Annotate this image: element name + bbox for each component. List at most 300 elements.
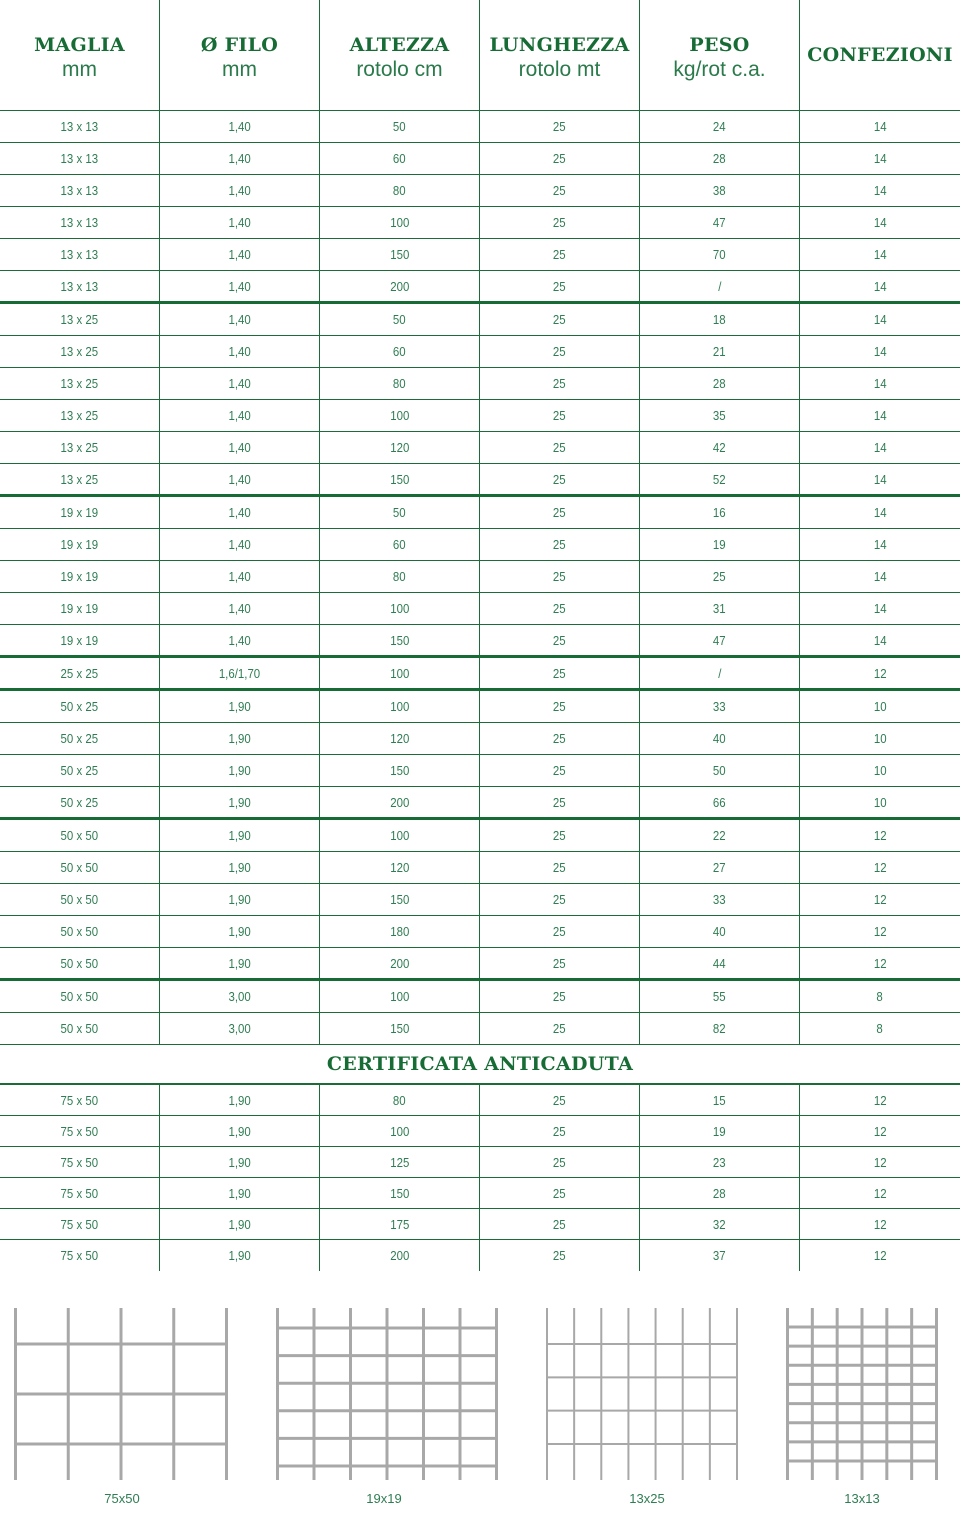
table-cell — [160, 529, 320, 560]
cell-value: 1,90 — [228, 1154, 251, 1170]
header-confezioni — [800, 0, 960, 110]
cell-value: 55 — [713, 989, 726, 1004]
table-row — [0, 464, 960, 497]
table-cell — [480, 884, 640, 915]
table-cell — [160, 948, 320, 978]
table-cell — [0, 1178, 160, 1208]
header-title: ALTEZZA — [349, 34, 450, 56]
table-cell — [0, 143, 160, 174]
cell-value: 25 — [553, 119, 566, 134]
wire-mesh-icon — [546, 1308, 738, 1480]
table-cell — [480, 561, 640, 592]
cell-value: 25 — [553, 731, 566, 746]
cell-value: 1,40 — [228, 312, 251, 327]
cell-value: 12 — [873, 924, 887, 939]
cell-value: 13 x 25 — [60, 440, 99, 455]
cell-value: 1,40 — [228, 408, 251, 423]
cell-value: 33 — [713, 892, 726, 907]
table-cell — [480, 271, 640, 301]
cell-value: 14 — [873, 247, 887, 262]
cell-value: 120 — [389, 860, 410, 875]
cell-value: 1,40 — [228, 569, 251, 584]
cell-value: 25 — [553, 1092, 566, 1108]
cell-value: 13 x 13 — [60, 183, 99, 198]
cell-value: 12 — [873, 1092, 887, 1108]
cell-value: 13 x 25 — [60, 376, 99, 391]
table-row — [0, 336, 960, 368]
header-subtitle: rotolo mt — [518, 58, 601, 81]
table-cell — [320, 1116, 480, 1146]
cell-value: 13 x 25 — [60, 408, 99, 423]
mesh-label: 19x19 — [366, 1491, 402, 1506]
cell-value: 13 x 13 — [60, 278, 99, 294]
table-cell — [160, 593, 320, 624]
cell-value: 1,40 — [228, 601, 251, 616]
table-cell — [640, 464, 800, 494]
table-cell — [800, 1013, 960, 1044]
table-cell — [640, 368, 800, 399]
table-cell — [320, 884, 480, 915]
cell-value: 21 — [713, 344, 726, 359]
cell-value: 23 — [713, 1154, 726, 1170]
table-cell — [160, 464, 320, 494]
cell-value: 25 — [553, 763, 566, 778]
table-cell — [160, 111, 320, 142]
table-row — [0, 852, 960, 884]
cell-value: 25 — [553, 215, 566, 230]
table-cell — [0, 561, 160, 592]
cell-value: 100 — [389, 601, 410, 616]
cell-value: 1,90 — [228, 699, 251, 714]
table-cell — [800, 1147, 960, 1177]
table-cell — [320, 852, 480, 883]
cell-value: 25 — [553, 376, 566, 391]
header-lunghezza — [480, 0, 640, 110]
table-cell — [480, 1013, 640, 1044]
cell-value: 100 — [389, 408, 410, 423]
cell-value: 50 — [713, 763, 726, 778]
cell-value: 50 x 50 — [60, 924, 99, 939]
table-cell — [0, 981, 160, 1012]
cell-value: 50 x 25 — [60, 763, 99, 778]
table-cell — [320, 593, 480, 624]
table-cell — [0, 432, 160, 463]
cell-value: 12 — [873, 1185, 887, 1201]
table-cell — [0, 1013, 160, 1044]
cell-value: 1,90 — [228, 924, 251, 939]
table-cell — [800, 529, 960, 560]
cell-value: 50 x 50 — [60, 1021, 99, 1036]
table-cell — [320, 239, 480, 270]
cell-value: 14 — [873, 312, 887, 327]
table-cell — [640, 1178, 800, 1208]
table-cell — [160, 175, 320, 206]
table-cell — [320, 1178, 480, 1208]
cell-value: 25 — [553, 1185, 566, 1201]
cell-value: 13 x 13 — [60, 151, 99, 166]
mesh-75x50 — [14, 1308, 228, 1480]
cell-value: 14 — [873, 344, 887, 359]
cell-value: 100 — [389, 989, 410, 1004]
wire-mesh-icon — [786, 1308, 938, 1480]
cell-value: 50 x 50 — [60, 892, 99, 907]
table-row — [0, 625, 960, 658]
mesh-13x25 — [546, 1308, 738, 1480]
cell-value: 1,40 — [228, 537, 251, 552]
table-cell — [480, 400, 640, 431]
cell-value: 13 x 25 — [60, 471, 99, 487]
table-cell — [320, 304, 480, 335]
cell-value: 25 — [553, 278, 566, 294]
table-cell — [0, 593, 160, 624]
header-title: CONFEZIONI — [807, 44, 953, 66]
table-cell — [800, 593, 960, 624]
table-cell — [480, 1209, 640, 1239]
table-row — [0, 529, 960, 561]
cell-value: 80 — [393, 376, 406, 391]
cell-value: 1,90 — [228, 731, 251, 746]
table-cell — [0, 400, 160, 431]
table-cell — [0, 916, 160, 947]
table-cell — [640, 304, 800, 335]
header-peso — [640, 0, 800, 110]
table-cell — [0, 1085, 160, 1115]
table-row — [0, 1085, 960, 1116]
cell-value: 14 — [873, 601, 887, 616]
table-cell — [640, 625, 800, 655]
table-cell — [640, 787, 800, 817]
table-row — [0, 593, 960, 625]
table-cell — [0, 497, 160, 528]
cell-value: 25 — [553, 989, 566, 1004]
cell-value: 1,40 — [228, 215, 251, 230]
cell-value: 1,40 — [228, 440, 251, 455]
table-cell — [800, 691, 960, 722]
cell-value: 120 — [389, 440, 410, 455]
table-cell — [0, 1209, 160, 1239]
table-cell — [640, 1240, 800, 1271]
table-cell — [800, 368, 960, 399]
table-cell — [640, 111, 800, 142]
cell-value: 14 — [873, 505, 887, 520]
table-cell — [640, 1209, 800, 1239]
table-cell — [480, 1240, 640, 1271]
table-cell — [320, 1209, 480, 1239]
cell-value: 27 — [713, 860, 726, 875]
cell-value: 60 — [393, 344, 406, 359]
cell-value: 80 — [393, 569, 406, 584]
cell-value: 25 — [553, 828, 566, 843]
table-cell — [160, 143, 320, 174]
table-row — [0, 981, 960, 1013]
table-cell — [0, 1240, 160, 1271]
cell-value: 150 — [389, 247, 410, 262]
cell-value: 25 — [553, 1123, 566, 1139]
cell-value: 3,00 — [228, 989, 251, 1004]
header-title: MAGLIA — [34, 34, 125, 56]
table-cell — [320, 658, 480, 688]
cell-value: 1,40 — [228, 151, 251, 166]
table-cell — [800, 304, 960, 335]
table-cell — [0, 304, 160, 335]
cell-value: 28 — [713, 376, 726, 391]
cell-value: 14 — [873, 215, 887, 230]
cell-value: 25 — [553, 1248, 566, 1263]
table-row — [0, 658, 960, 691]
cell-value: 1,6/1,70 — [218, 665, 261, 681]
table-cell — [480, 497, 640, 528]
mesh-label: 13x13 — [844, 1491, 880, 1506]
table-cell — [800, 336, 960, 367]
table-cell — [800, 820, 960, 851]
cell-value: 19 x 19 — [60, 632, 99, 648]
cell-value: 175 — [389, 1216, 410, 1232]
cell-value: 1,40 — [228, 119, 251, 134]
cell-value: 10 — [873, 699, 887, 714]
table-body — [0, 111, 960, 1045]
table-row — [0, 175, 960, 207]
table-cell — [480, 529, 640, 560]
table-cell — [480, 820, 640, 851]
table-row — [0, 723, 960, 755]
cell-value: 25 — [553, 860, 566, 875]
cell-value: 14 — [873, 440, 887, 455]
table-header — [0, 0, 960, 111]
table-cell — [480, 787, 640, 817]
table-cell — [160, 916, 320, 947]
table-cell — [640, 916, 800, 947]
table-cell — [480, 1178, 640, 1208]
cell-value: 82 — [713, 1021, 726, 1036]
table-cell — [0, 368, 160, 399]
table-cell — [480, 916, 640, 947]
cell-value: 13 x 13 — [60, 215, 99, 230]
cell-value: 40 — [713, 924, 726, 939]
cell-value: 60 — [393, 151, 406, 166]
cell-value: 14 — [873, 408, 887, 423]
cell-value: 12 — [873, 828, 887, 843]
table-cell — [480, 593, 640, 624]
cell-value: 120 — [389, 731, 410, 746]
cell-value: 28 — [713, 1185, 726, 1201]
table-cell — [800, 884, 960, 915]
cell-value: 60 — [393, 537, 406, 552]
cell-value: 13 x 13 — [60, 247, 99, 262]
table-cell — [800, 271, 960, 301]
cell-value: 150 — [389, 892, 410, 907]
table-cell — [480, 464, 640, 494]
header-title: Ø FILO — [200, 34, 279, 56]
table-cell — [320, 336, 480, 367]
cell-value: 1,40 — [228, 471, 251, 487]
cell-value: 1,90 — [228, 892, 251, 907]
table-cell — [160, 271, 320, 301]
cell-value: 200 — [389, 955, 410, 971]
cell-value: 25 — [553, 505, 566, 520]
table-cell — [800, 400, 960, 431]
cell-value: 125 — [389, 1154, 410, 1170]
table-cell — [0, 239, 160, 270]
cell-value: 1,90 — [228, 860, 251, 875]
cell-value: 25 — [553, 601, 566, 616]
cell-value: 14 — [873, 537, 887, 552]
cell-value: 12 — [873, 1154, 887, 1170]
table-cell — [640, 239, 800, 270]
table-cell — [0, 111, 160, 142]
table-cell — [800, 723, 960, 754]
certified-section-title — [0, 1045, 960, 1085]
table-cell — [320, 400, 480, 431]
table-cell — [640, 1116, 800, 1146]
cell-value: 12 — [873, 955, 887, 971]
cell-value: 14 — [873, 151, 887, 166]
cell-value: 1,90 — [228, 763, 251, 778]
table-cell — [480, 304, 640, 335]
table-cell — [160, 787, 320, 817]
table-row — [0, 820, 960, 852]
header-maglia — [0, 0, 160, 110]
table-cell — [800, 1209, 960, 1239]
header-altezza — [320, 0, 480, 110]
table-cell — [320, 820, 480, 851]
table-row — [0, 691, 960, 723]
header-subtitle: mm — [222, 58, 257, 81]
table-cell — [480, 948, 640, 978]
cell-value: 19 — [713, 1123, 726, 1139]
cell-value: 16 — [713, 505, 726, 520]
cell-value: 50 x 50 — [60, 989, 99, 1004]
cell-value: 25 — [553, 665, 566, 681]
cell-value: 38 — [713, 183, 726, 198]
table-cell — [480, 625, 640, 655]
table-row — [0, 111, 960, 143]
cell-value: 1,90 — [228, 1185, 251, 1201]
mesh-label: 13x25 — [629, 1491, 665, 1506]
table-cell — [160, 368, 320, 399]
table-cell — [160, 691, 320, 722]
table-cell — [0, 852, 160, 883]
cell-value: 19 x 19 — [60, 537, 99, 552]
cell-value: 75 x 50 — [60, 1154, 99, 1170]
cell-value: 12 — [873, 1248, 887, 1263]
certified-table-body — [0, 1085, 960, 1271]
cell-value: 19 x 19 — [60, 569, 99, 584]
table-cell — [320, 207, 480, 238]
cell-value: 50 — [393, 119, 406, 134]
table-cell — [640, 207, 800, 238]
cell-value: 100 — [389, 699, 410, 714]
cell-value: 50 x 50 — [60, 955, 99, 971]
table-row — [0, 400, 960, 432]
table-cell — [800, 948, 960, 978]
cell-value: 25 — [553, 247, 566, 262]
header-title: PESO — [689, 34, 750, 56]
table-row — [0, 1178, 960, 1209]
cell-value: 12 — [873, 1123, 887, 1139]
table-cell — [800, 755, 960, 786]
table-cell — [800, 143, 960, 174]
cell-value: 150 — [389, 632, 410, 648]
cell-value: 1,40 — [228, 247, 251, 262]
cell-value: 10 — [873, 794, 887, 810]
cell-value: 14 — [873, 632, 887, 648]
cell-value: 50 x 50 — [60, 828, 99, 843]
cell-value: 25 — [553, 1154, 566, 1170]
table-cell — [640, 529, 800, 560]
table-cell — [0, 625, 160, 655]
table-row — [0, 368, 960, 400]
cell-value: 52 — [713, 471, 726, 487]
table-cell — [0, 1147, 160, 1177]
cell-value: 1,40 — [228, 505, 251, 520]
table-cell — [0, 691, 160, 722]
cell-value: 47 — [713, 632, 726, 648]
table-cell — [640, 336, 800, 367]
cell-value: 50 x 25 — [60, 731, 99, 746]
table-cell — [160, 207, 320, 238]
table-row — [0, 1116, 960, 1147]
mesh-13x13 — [786, 1308, 938, 1480]
cell-value: 31 — [713, 601, 726, 616]
cell-value: 150 — [389, 471, 410, 487]
table-row — [0, 787, 960, 820]
cell-value: 8 — [876, 989, 884, 1004]
table-cell — [0, 175, 160, 206]
table-cell — [160, 1178, 320, 1208]
cell-value: 100 — [389, 828, 410, 843]
table-cell — [480, 1147, 640, 1177]
cell-value: 50 — [393, 312, 406, 327]
table-cell — [160, 625, 320, 655]
table-row — [0, 497, 960, 529]
table-cell — [160, 755, 320, 786]
wire-mesh-icon — [276, 1308, 498, 1480]
table-cell — [800, 1178, 960, 1208]
cell-value: 19 x 19 — [60, 505, 99, 520]
table-cell — [640, 1085, 800, 1115]
cell-value: 12 — [873, 665, 887, 681]
table-cell — [640, 593, 800, 624]
table-row — [0, 207, 960, 239]
table-cell — [640, 561, 800, 592]
cell-value: 75 x 50 — [60, 1185, 99, 1201]
table-row — [0, 561, 960, 593]
wire-mesh-icon — [14, 1308, 228, 1480]
cell-value: 12 — [873, 1216, 887, 1232]
table-cell — [320, 529, 480, 560]
cell-value: 75 x 50 — [60, 1092, 99, 1108]
table-cell — [320, 464, 480, 494]
cell-value: 100 — [389, 215, 410, 230]
table-cell — [800, 658, 960, 688]
cell-value: 44 — [713, 955, 726, 971]
table-cell — [320, 755, 480, 786]
table-cell — [320, 175, 480, 206]
table-cell — [480, 207, 640, 238]
table-cell — [800, 1116, 960, 1146]
table-cell — [320, 497, 480, 528]
table-cell — [160, 1240, 320, 1271]
table-cell — [480, 755, 640, 786]
table-cell — [160, 820, 320, 851]
table-cell — [0, 464, 160, 494]
table-cell — [160, 852, 320, 883]
cell-value: 24 — [713, 119, 726, 134]
table-cell — [160, 239, 320, 270]
table-row — [0, 239, 960, 271]
cell-value: 25 — [553, 344, 566, 359]
cell-value: 1,90 — [228, 794, 251, 810]
